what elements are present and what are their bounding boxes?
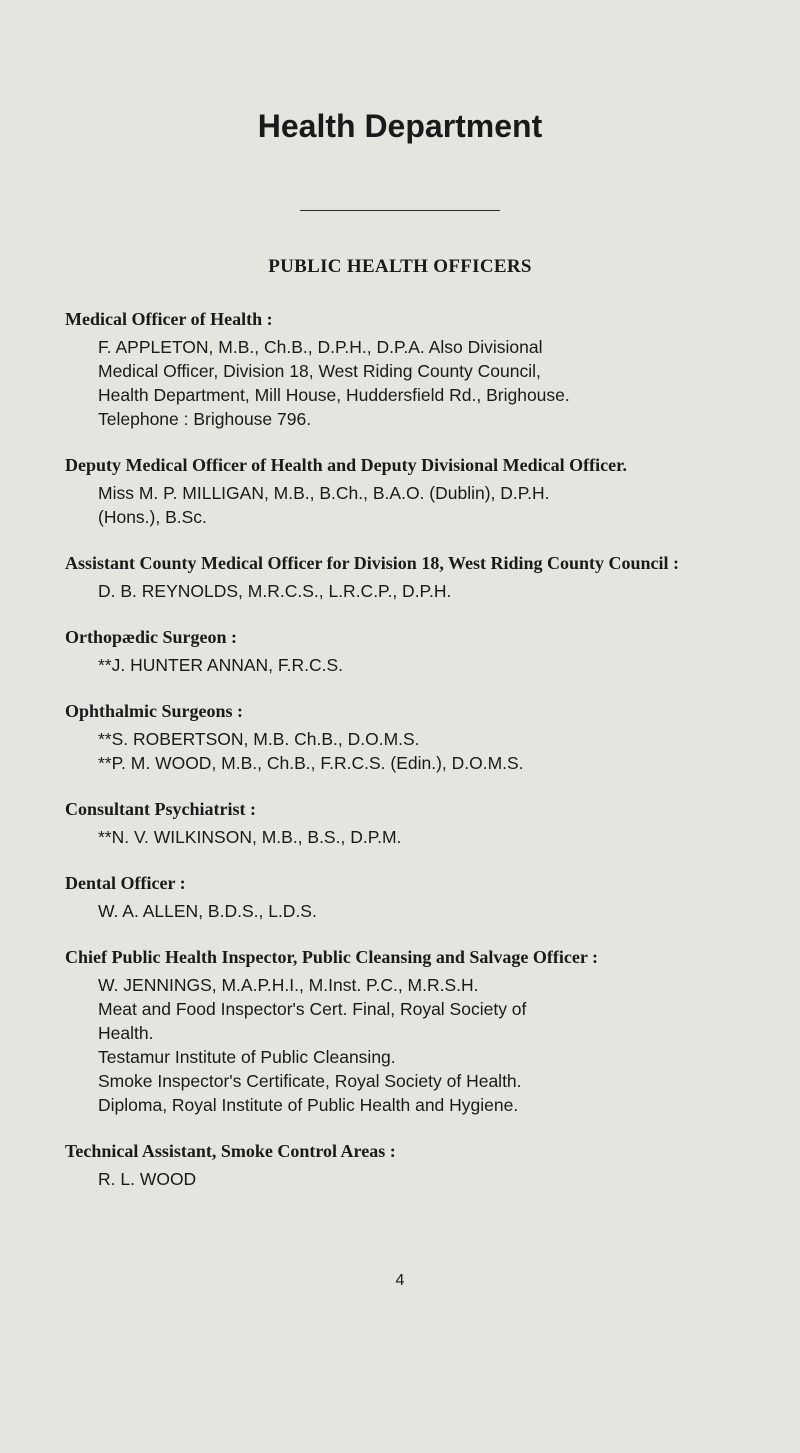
entry-line: Medical Officer, Division 18, West Riding County Council, xyxy=(98,361,541,381)
section-dental-officer xyxy=(65,872,785,923)
entry-line: **P. M. WOOD, M.B., Ch.B., F.R.C.S. (Edin.), D.O.M.S. xyxy=(98,753,524,773)
entry-line: Diploma, Royal Institute of Public Health and Hygiene. xyxy=(98,1095,519,1115)
entry-line: Miss M. P. MILLIGAN, M.B., B.Ch., B.A.O. (Dublin), D.P.H. xyxy=(98,483,550,503)
section-heading: Dental Officer : xyxy=(65,873,186,893)
entry-line: F. APPLETON, M.B., Ch.B., D.P.H., D.P.A. Also Divisional xyxy=(98,337,543,357)
entry-line: R. L. WOOD xyxy=(98,1169,197,1189)
entry-line: Testamur Institute of Public Cleansing. xyxy=(98,1047,396,1067)
section-entry xyxy=(98,481,785,529)
section-entry xyxy=(98,727,785,775)
entry-line: Meat and Food Inspector's Cert. Final, Royal Society of xyxy=(98,999,527,1019)
page-subtitle: PUBLIC HEALTH OFFICERS xyxy=(268,256,532,277)
entry-line: Telephone : Brighouse 796. xyxy=(98,409,312,429)
section-entry xyxy=(98,335,785,431)
section-ophthalmic-surgeons xyxy=(65,700,785,775)
section-heading: Deputy Medical Officer of Health and Deputy Divisional Medical Officer. xyxy=(65,455,627,475)
entry-line: W. JENNINGS, M.A.P.H.I., M.Inst. P.C., M.R.S.H. xyxy=(98,975,479,995)
section-heading: Medical Officer of Health : xyxy=(65,309,273,329)
entry-line: **S. ROBERTSON, M.B. Ch.B., D.O.M.S. xyxy=(98,729,420,749)
entry-line: **N. V. WILKINSON, M.B., B.S., D.P.M. xyxy=(98,827,402,847)
section-medical-officer xyxy=(65,308,785,431)
section-entry xyxy=(98,579,785,603)
page-title: Health Department xyxy=(257,108,543,144)
entry-line: Smoke Inspector's Certificate, Royal Society of Health. xyxy=(98,1071,522,1091)
section-entry xyxy=(98,899,785,923)
entry-line: Health Department, Mill House, Huddersfield Rd., Brighouse. xyxy=(98,385,570,405)
section-orthopaedic-surgeon xyxy=(65,626,785,677)
section-chief-public-health-inspector xyxy=(65,946,785,1117)
page-number: 4 xyxy=(395,1272,405,1289)
section-entry xyxy=(98,825,785,849)
officer-list xyxy=(65,308,785,1214)
entry-line: (Hons.), B.Sc. xyxy=(98,507,207,527)
section-heading: Technical Assistant, Smoke Control Areas : xyxy=(65,1141,396,1161)
section-technical-assistant xyxy=(65,1140,785,1191)
entry-line: D. B. REYNOLDS, M.R.C.S., L.R.C.P., D.P.H. xyxy=(98,581,452,601)
section-entry xyxy=(98,1167,785,1191)
section-heading: Assistant County Medical Officer for Division 18, West Riding County Council : xyxy=(65,553,680,573)
section-entry xyxy=(98,653,785,677)
section-heading: Ophthalmic Surgeons : xyxy=(65,701,244,721)
section-consultant-psychiatrist xyxy=(65,798,785,849)
section-heading: Orthopædic Surgeon : xyxy=(65,627,238,647)
section-entry xyxy=(98,973,785,1117)
section-deputy-medical-officer xyxy=(65,454,785,529)
entry-line: Health. xyxy=(98,1023,154,1043)
section-heading: Consultant Psychiatrist : xyxy=(65,799,257,819)
entry-line: W. A. ALLEN, B.D.S., L.D.S. xyxy=(98,901,317,921)
section-heading: Chief Public Health Inspector, Public Cleansing and Salvage Officer : xyxy=(65,947,599,967)
entry-line: **J. HUNTER ANNAN, F.R.C.S. xyxy=(98,655,344,675)
title-divider xyxy=(300,210,500,211)
section-assistant-county-medical-officer xyxy=(65,552,785,603)
